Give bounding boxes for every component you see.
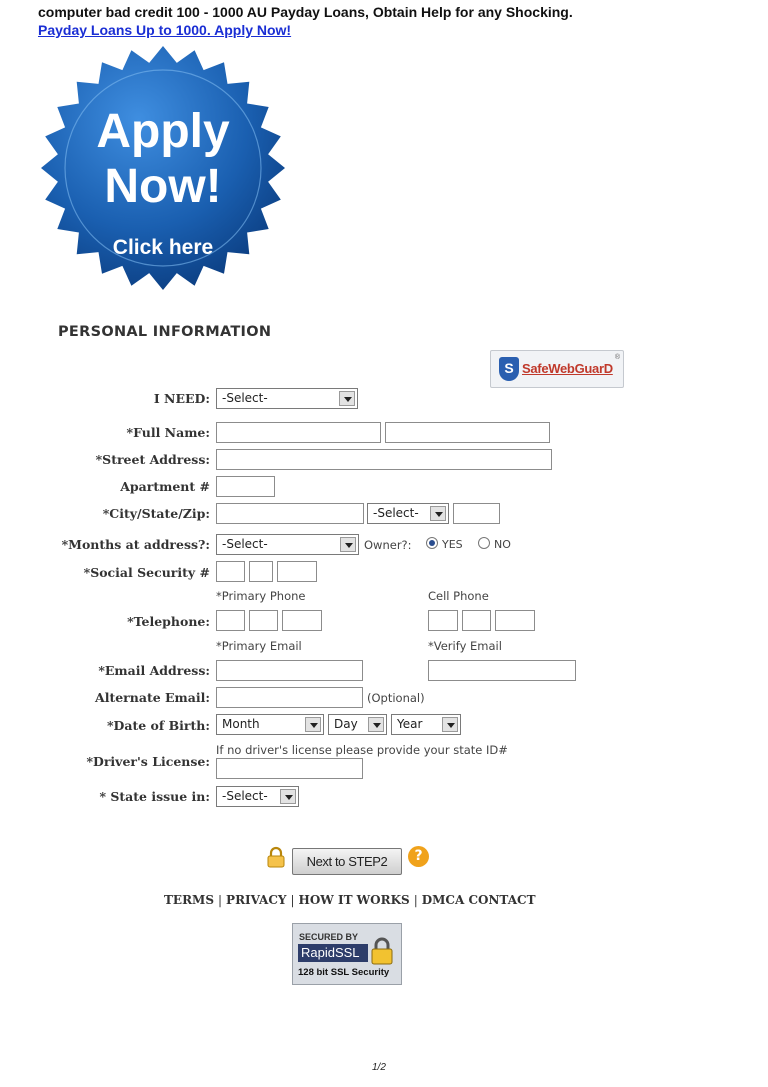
owner-yes-label: YES xyxy=(442,538,463,551)
apply-now-link[interactable]: Payday Loans Up to 1000. Apply Now! xyxy=(38,22,292,38)
footer-separator: | xyxy=(290,893,295,907)
ssn-part1-input[interactable] xyxy=(216,561,245,582)
footer-separator: | xyxy=(413,893,418,907)
dob-year-select[interactable] xyxy=(391,714,461,735)
state-select[interactable] xyxy=(367,503,449,524)
cell-phone-hint: Cell Phone xyxy=(428,589,489,603)
license-note: If no driver's license please provide your state ID# xyxy=(216,743,508,757)
chevron-down-icon xyxy=(430,506,446,521)
ssn-part3-input[interactable] xyxy=(277,561,317,582)
first-name-input[interactable] xyxy=(216,422,381,443)
state-issue-select[interactable] xyxy=(216,786,299,807)
rapidssl-seal[interactable] xyxy=(292,923,402,985)
owner-label: Owner?: xyxy=(364,538,412,552)
footer-separator: | xyxy=(218,893,223,907)
badge-line-now: Now! xyxy=(104,160,222,213)
city-input[interactable] xyxy=(216,503,364,524)
label-street-address: *Street Address: xyxy=(95,452,210,467)
optional-hint: (Optional) xyxy=(367,691,425,705)
street-address-input[interactable] xyxy=(216,449,552,470)
section-title: PERSONAL INFORMATION xyxy=(58,324,272,340)
apartment-input[interactable] xyxy=(216,476,275,497)
safewebguard-label: SafeWebGuarD xyxy=(522,361,613,376)
state-issue-value: -Select- xyxy=(222,789,268,803)
primary-phone-hint: *Primary Phone xyxy=(216,589,306,603)
help-icon[interactable]: ? xyxy=(408,846,429,867)
label-full-name: *Full Name: xyxy=(126,425,210,440)
badge-line-click: Click here xyxy=(112,236,214,259)
label-months-at-address: *Months at address?: xyxy=(61,537,210,552)
primary-phone-area-input[interactable] xyxy=(216,610,245,631)
ssl-strength: 128 bit SSL Security xyxy=(298,967,390,978)
drivers-license-input[interactable] xyxy=(216,758,363,779)
chevron-down-icon xyxy=(340,537,356,552)
registered-mark: ® xyxy=(614,354,620,361)
i-need-select[interactable] xyxy=(216,388,358,409)
padlock-icon xyxy=(265,846,287,868)
footer-link-terms[interactable]: TERMS xyxy=(164,893,214,907)
dob-day-value: Day xyxy=(334,717,358,731)
chevron-down-icon xyxy=(305,717,321,732)
label-city-state-zip: *City/State/Zip: xyxy=(102,506,210,521)
months-select[interactable] xyxy=(216,534,359,555)
owner-no-radio[interactable] xyxy=(478,537,490,549)
footer-link-how-it-works[interactable]: HOW IT WORKS xyxy=(298,893,410,907)
label-i-need: I NEED: xyxy=(153,391,210,406)
chevron-down-icon xyxy=(368,717,384,732)
primary-phone-line-input[interactable] xyxy=(282,610,322,631)
ssl-padlock-icon xyxy=(369,936,395,966)
page-heading: computer bad credit 100 - 1000 AU Payday Loans, Obtain Help for any Shocking. xyxy=(38,4,573,20)
chevron-down-icon xyxy=(280,789,296,804)
next-step-button[interactable]: Next to STEP2 xyxy=(292,848,402,875)
ssl-secured-by: SECURED BY xyxy=(299,932,359,942)
dob-year-value: Year xyxy=(397,717,423,731)
cell-phone-prefix-input[interactable] xyxy=(462,610,491,631)
dob-day-select[interactable] xyxy=(328,714,387,735)
page-number: 1/2 xyxy=(372,1062,386,1073)
state-value: -Select- xyxy=(373,506,419,520)
cell-phone-line-input[interactable] xyxy=(495,610,535,631)
label-drivers-license: *Driver's License: xyxy=(86,754,210,769)
footer-link-dmca-contact[interactable]: DMCA CONTACT xyxy=(421,893,536,907)
label-email: *Email Address: xyxy=(98,663,210,678)
footer-link-privacy[interactable]: PRIVACY xyxy=(226,893,287,907)
label-ssn: *Social Security # xyxy=(83,565,210,580)
verify-email-input[interactable] xyxy=(428,660,576,681)
footer-links xyxy=(164,893,536,907)
last-name-input[interactable] xyxy=(385,422,550,443)
chevron-down-icon xyxy=(442,717,458,732)
i-need-value: -Select- xyxy=(222,391,268,405)
safewebguard-seal[interactable] xyxy=(490,350,624,388)
cell-phone-area-input[interactable] xyxy=(428,610,458,631)
verify-email-hint: *Verify Email xyxy=(428,639,502,653)
ssn-part2-input[interactable] xyxy=(249,561,273,582)
primary-email-hint: *Primary Email xyxy=(216,639,302,653)
label-telephone: *Telephone: xyxy=(127,614,210,629)
apply-now-badge[interactable] xyxy=(38,44,288,292)
owner-yes-radio[interactable] xyxy=(426,537,438,549)
badge-line-apply: Apply xyxy=(96,105,230,158)
owner-no-label: NO xyxy=(494,538,511,551)
alternate-email-input[interactable] xyxy=(216,687,363,708)
primary-email-input[interactable] xyxy=(216,660,363,681)
zip-input[interactable] xyxy=(453,503,500,524)
months-value: -Select- xyxy=(222,537,268,551)
chevron-down-icon xyxy=(339,391,355,406)
dob-month-select[interactable] xyxy=(216,714,324,735)
dob-month-value: Month xyxy=(222,717,260,731)
label-apartment: Apartment # xyxy=(120,479,210,494)
shield-icon: S xyxy=(499,357,519,381)
label-date-of-birth: *Date of Birth: xyxy=(107,718,210,733)
label-alternate-email: Alternate Email: xyxy=(95,690,210,705)
primary-phone-prefix-input[interactable] xyxy=(249,610,278,631)
ssl-brand: RapidSSL xyxy=(298,944,368,962)
label-state-issue: * State issue in: xyxy=(99,789,210,804)
